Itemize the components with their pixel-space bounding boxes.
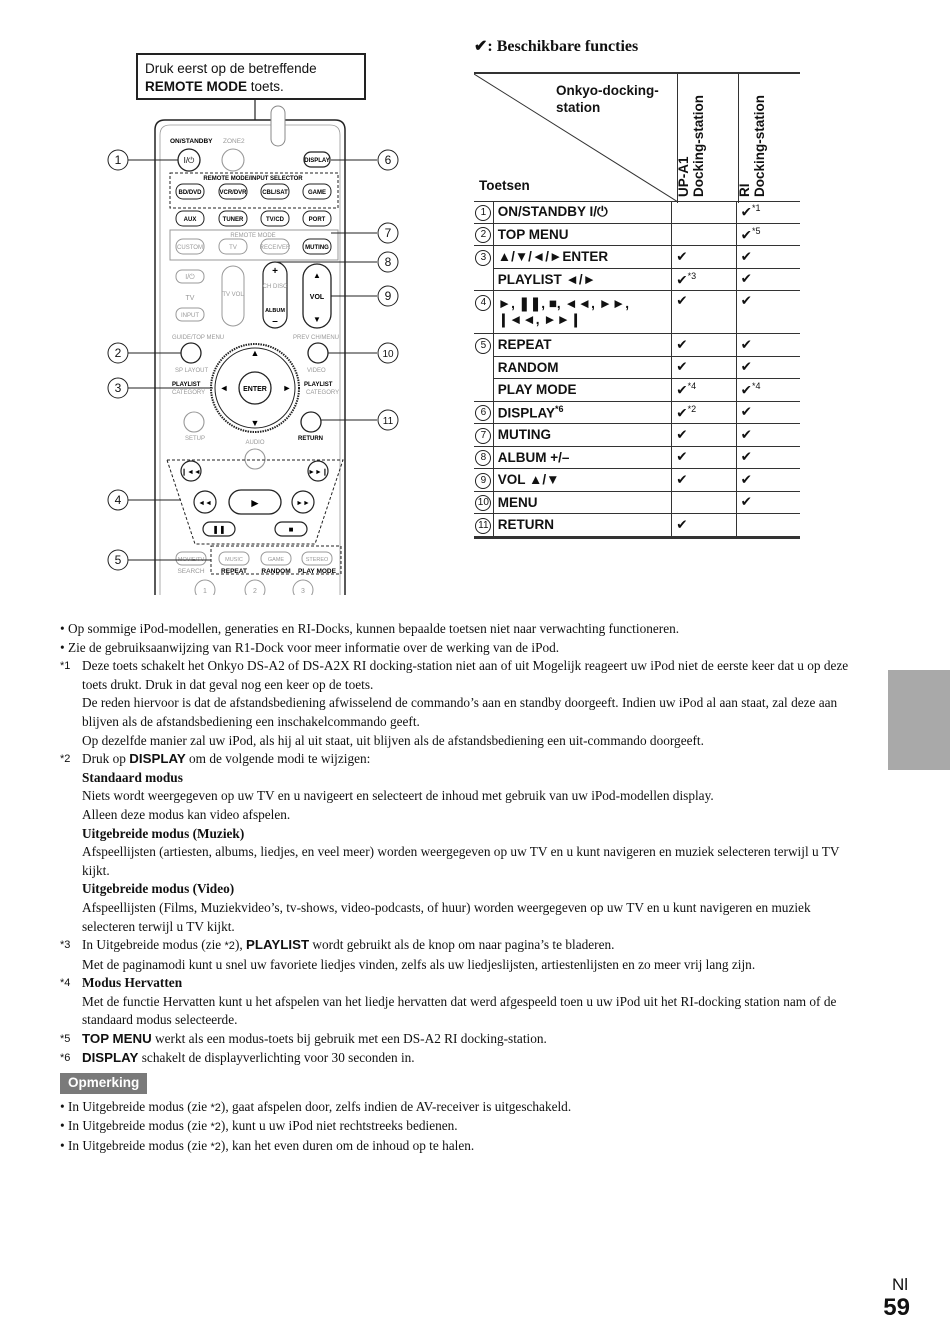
note-b2-text: Zie de gebruiksaanwijzing van R1-Dock voor meer informatie over de werking van de iPod. — [67, 639, 560, 655]
row-key — [493, 334, 672, 357]
row-key-text: ALBUM +/– — [497, 449, 570, 465]
footnote-5-bold: TOP MENU — [82, 1031, 152, 1047]
check-mark: ✔ — [676, 359, 688, 375]
remark-2: • In Uitgebreide modus (zie *2), kunt u uw iPod niet rechtstreeks bedienen. — [60, 1118, 458, 1134]
svg-text:▼: ▼ — [313, 315, 321, 324]
row-key-text: VOL ▲/▼ — [497, 472, 560, 488]
check-mark: ✔ — [676, 272, 688, 287]
row-key — [493, 223, 672, 246]
note-bullet-1: • Op sommige iPod-modellen, generaties en RI-Docks, kunnen bepaalde toetsen niet naar verwachting functioneren. — [60, 621, 680, 636]
row-col-upa1 — [672, 223, 736, 246]
check-mark: ✔ — [740, 494, 752, 510]
callout-rest: toets. — [247, 79, 284, 94]
header-col1 — [676, 95, 706, 197]
remote-row3-1: TV — [229, 245, 237, 251]
table-header — [474, 72, 800, 202]
side-tab — [888, 670, 950, 770]
footnote-4-text: Met de functie Hervatten kunt u het afspelen van het liedje hervatten dat werd afgespeeld toen u uw iPod uit het RI-docking station nam of de standaard modus selecteerde. — [82, 993, 837, 1028]
row-col-ri — [736, 379, 800, 402]
row-col-upa1 — [672, 514, 736, 537]
row-col-upa1 — [672, 401, 736, 424]
svg-text:▼: ▼ — [250, 418, 260, 428]
row-col-upa1 — [672, 491, 736, 514]
svg-text:►►❙: ►►❙ — [308, 469, 328, 476]
remark-2-ref: *2 — [210, 1121, 221, 1134]
remote-album-label: ALBUM — [265, 308, 285, 314]
remote-num-2: 2 — [253, 588, 257, 595]
row-key — [493, 246, 672, 269]
notes-section — [60, 620, 860, 1157]
row-key-text: REPEAT — [497, 337, 552, 353]
remote-return-label: RETURN — [298, 436, 323, 442]
remote-row2-3: PORT — [308, 217, 326, 223]
row-number — [474, 223, 493, 246]
check-sup: *5 — [751, 225, 761, 236]
footnote-2 — [60, 750, 860, 936]
row-number-circle: 11 — [475, 518, 491, 534]
remote-mode-callout — [136, 53, 366, 100]
menu-button — [308, 343, 328, 363]
check-mark: ✔ — [676, 426, 688, 442]
row-key-sup: *6 — [554, 404, 564, 414]
footnote-5-mark: *5 — [60, 1033, 71, 1046]
remote-bottom-0: MOVIE/TV — [177, 557, 205, 563]
check-mark: ✔ — [676, 471, 688, 487]
row-key-text: PLAYLIST ◄/► — [497, 271, 596, 287]
label-2-text: 2 — [114, 346, 122, 360]
check-sup: *4 — [687, 381, 697, 391]
check-mark: ✔ — [740, 248, 752, 264]
remote-zone2-label: ZONE2 — [223, 138, 245, 145]
page-number: 59 — [883, 1294, 910, 1321]
check-mark: ✔ — [740, 426, 752, 442]
header-col1-l2: Docking-station — [691, 94, 706, 197]
header-col2-l2: Docking-station — [752, 94, 767, 197]
svg-text:I/⏻: I/⏻ — [185, 274, 195, 281]
row-key — [493, 469, 672, 492]
remote-prev-ch-label: PREV CH/MENU — [293, 335, 340, 341]
footnote-1-mark: *1 — [60, 660, 71, 673]
svg-text:–: – — [272, 316, 278, 327]
footnote-6-mark: *6 — [60, 1051, 71, 1064]
callout-line1: Druk eerst op de betreffende — [145, 61, 317, 76]
row-number — [474, 514, 493, 537]
row-key-text: RANDOM — [497, 359, 559, 375]
row-key-text: ▲/▼/◄/►ENTER — [497, 249, 609, 265]
extended-video-text: Afspeellijsten (Films, Muziekvideo’s, tv-shows, video-podcasts, of huur) worden weergegeven op uw TV en u kunt navigeren en muziek selecteren terwijl u TV kijkt. — [82, 899, 811, 934]
row-col-upa1 — [672, 379, 736, 402]
footnote-6 — [60, 1049, 860, 1068]
remote-row2-1: TUNER — [222, 217, 244, 223]
footnote-1-l3: Op dezelfde manier zal uw iPod, als hij al uit staat, uit blijven als de afstandsbediening een uit-commando doorgeeft. — [82, 732, 704, 748]
remote-play-mode-label: PLAY MODE — [298, 568, 336, 575]
remote-row1-0: BD/DVD — [178, 190, 202, 196]
row-col-upa1 — [672, 334, 736, 357]
row-key-text: RETURN — [497, 517, 554, 533]
svg-text:►: ► — [249, 496, 261, 510]
check-sup: *2 — [687, 403, 697, 414]
remote-enter-label: ENTER — [243, 386, 267, 393]
row-key — [493, 424, 672, 447]
row-col-ri — [736, 446, 800, 469]
zone2-button — [222, 149, 244, 171]
label-7-text: 7 — [384, 226, 392, 240]
remote-row2-2: TV/CD — [266, 217, 284, 223]
header-col1-l1: UP-A1 — [676, 156, 691, 197]
remark-3-ref: *2 — [210, 1141, 221, 1154]
row-number-circle: 8 — [475, 450, 491, 466]
check-mark: ✔ — [676, 516, 688, 532]
remote-num-3: 3 — [301, 588, 305, 595]
row-key — [493, 268, 672, 291]
header-onkyo-l2: station — [556, 100, 601, 115]
svg-text:■: ■ — [288, 525, 294, 534]
row-number — [474, 446, 493, 469]
remote-on-standby-label: ON/STANDBY — [170, 138, 213, 145]
remote-video-label: VIDEO — [307, 368, 326, 374]
check-mark: ✔ — [740, 336, 752, 352]
row-key-text: MUTING — [497, 427, 551, 443]
page-language: Nl — [891, 1275, 908, 1294]
table-row — [474, 379, 800, 402]
footnote-3-mid: ), — [234, 937, 247, 953]
check-sup: *3 — [687, 270, 697, 281]
remote-control-illustration — [95, 100, 415, 595]
remark-3-post: ), kan het even duren om de inhoud op te halen. — [220, 1138, 475, 1154]
footnote-4-title: Modus Hervatten — [82, 975, 183, 991]
return-button — [301, 412, 321, 432]
remote-search-label: SEARCH — [177, 568, 205, 575]
remote-tv-vol-label: TV VOL — [222, 292, 244, 298]
svg-text:❙◄◄: ❙◄◄ — [181, 469, 201, 476]
check-mark: ✔ — [740, 293, 752, 308]
table-row — [474, 268, 800, 291]
table-row — [474, 356, 800, 379]
row-number-circle: 6 — [475, 405, 491, 421]
check-mark: ✔ — [740, 204, 752, 220]
table-row — [474, 223, 800, 246]
row-col-ri — [736, 291, 800, 334]
header-onkyo-l1: Onkyo-docking- — [556, 83, 659, 98]
table-title: ✔: Beschikbare functies — [474, 38, 639, 55]
row-col-upa1 — [672, 268, 736, 291]
row-number — [474, 201, 493, 223]
opmerking-badge: Opmerking — [60, 1073, 147, 1094]
row-col-ri — [736, 201, 800, 223]
footnote-1 — [60, 657, 860, 750]
callout-bold: REMOTE MODE — [145, 79, 248, 94]
row-number-circle: 3 — [475, 250, 491, 266]
footnote-6-post: schakelt de displayverlichting voor 30 seconden in. — [138, 1049, 415, 1065]
remote-audio-label: AUDIO — [245, 440, 265, 446]
remote-row1-1: VCR/DVR — [219, 190, 247, 196]
remote-ch-disc-label: CH DISC — [262, 284, 288, 290]
check-mark: ✔ — [740, 471, 752, 487]
table-row — [474, 446, 800, 469]
remote-selector-label: REMOTE MODE/INPUT SELECTOR — [203, 176, 303, 182]
svg-text:◄◄: ◄◄ — [198, 500, 212, 507]
remote-row1-2: CBL/SAT — [262, 190, 288, 196]
row-number — [474, 268, 493, 291]
svg-text:◄: ◄ — [219, 383, 229, 393]
remark-3: • In Uitgebreide modus (zie *2), kan het even duren om de inhoud op te halen. — [60, 1138, 475, 1154]
row-number-circle: 5 — [475, 338, 491, 354]
row-number — [474, 491, 493, 514]
remote-setup-label: SETUP — [185, 436, 206, 442]
check-mark: ✔ — [740, 404, 752, 420]
label-9-text: 9 — [384, 289, 392, 303]
row-col-upa1 — [672, 424, 736, 447]
row-key — [493, 446, 672, 469]
check-mark: ✔ — [676, 293, 688, 308]
extended-music-title: Uitgebreide modus (Muziek) — [82, 825, 245, 841]
remote-row3-0: CUSTOM — [177, 245, 203, 251]
check-mark: ✔ — [740, 271, 752, 287]
row-key-text: DISPLAY — [497, 405, 555, 421]
check-mark: ✔ — [676, 405, 688, 420]
row-col-ri — [736, 424, 800, 447]
remote-bottom-3: STEREO — [305, 557, 329, 563]
row-number-circle: 9 — [475, 473, 491, 489]
row-key — [493, 491, 672, 514]
remote-sp-layout-label: SP LAYOUT — [175, 368, 209, 374]
table-row — [474, 469, 800, 492]
remote-num-1: 1 — [203, 588, 207, 595]
table-row — [474, 246, 800, 269]
top-menu-button — [181, 343, 201, 363]
row-col-ri — [736, 223, 800, 246]
row-key-text: ►, ❚❚, ■, ◄◄, ►►, ❙◄◄, ►►❙ — [497, 296, 630, 327]
label-1-text: 1 — [114, 153, 122, 167]
row-col-ri — [736, 469, 800, 492]
footnote-5 — [60, 1030, 860, 1049]
remote-bottom-2: GAME — [267, 557, 285, 563]
row-number — [474, 401, 493, 424]
standard-mode-l2: Alleen deze modus kan video afspelen. — [82, 806, 291, 822]
table-row — [474, 291, 800, 334]
footnote-3-ref: *2 — [224, 940, 235, 953]
row-key — [493, 201, 672, 223]
remote-row3-2: RECEIVER — [259, 245, 291, 251]
remote-row2-0: AUX — [183, 217, 197, 223]
row-number-circle: 10 — [475, 495, 491, 511]
remote-category-right-label: CATEGORY — [306, 390, 340, 396]
extended-music-text: Afspeellijsten (artiesten, albums, liedjes, en veel meer) worden weergegeven op uw TV en u kunt navigeren en muziek selecteren terwijl u TV kijkt. — [82, 844, 840, 878]
label-11-text: 11 — [382, 416, 394, 427]
check-mark: ✔ — [740, 359, 752, 375]
row-number-circle: 1 — [475, 205, 491, 221]
extended-video-title: Uitgebreide modus (Video) — [82, 881, 235, 897]
check-mark: ✔ — [676, 449, 688, 465]
check-mark: ✔ — [676, 248, 688, 264]
standard-mode-title: Standaard modus — [82, 769, 183, 785]
row-col-upa1 — [672, 469, 736, 492]
remote-input-label: INPUT — [181, 313, 199, 319]
remark-1-post: ), gaat afspelen door, zelfs indien de AV-receiver is uitgeschakeld. — [220, 1098, 572, 1114]
row-key-text: MENU — [497, 494, 538, 510]
row-key-text: ON/STANDBY I/⏻ — [497, 203, 608, 219]
header-col2-l1: RI — [737, 183, 752, 197]
row-key — [493, 379, 672, 402]
label-5-text: 5 — [114, 553, 122, 567]
svg-text:▲: ▲ — [250, 348, 260, 358]
check-sup: *1 — [751, 203, 761, 213]
table-row — [474, 491, 800, 514]
svg-text:I/⏻: I/⏻ — [183, 156, 195, 165]
remote-row1-3: GAME — [308, 190, 326, 196]
row-key-text: PLAY MODE — [497, 382, 577, 398]
label-10-text: 10 — [382, 349, 394, 360]
row-col-ri — [736, 268, 800, 291]
row-col-ri — [736, 491, 800, 514]
remote-repeat-label: REPEAT — [221, 568, 247, 575]
row-key — [493, 401, 672, 424]
footnote-2-mark: *2 — [60, 753, 71, 766]
row-number — [474, 246, 493, 269]
svg-text:▲: ▲ — [313, 271, 321, 280]
row-col-ri — [736, 356, 800, 379]
row-number — [474, 379, 493, 402]
check-mark: ✔ — [740, 382, 752, 398]
remote-category-left-label: CATEGORY — [172, 390, 206, 396]
table-row — [474, 201, 800, 223]
row-number — [474, 291, 493, 334]
check-sup: *4 — [751, 381, 761, 391]
functions-table — [474, 201, 800, 539]
row-number — [474, 469, 493, 492]
footnote-3-post: wordt gebruikt als de knop om naar pagina’s te bladeren. — [309, 937, 615, 953]
remark-3-pre: In Uitgebreide modus (zie — [67, 1138, 211, 1154]
table-row — [474, 514, 800, 537]
standard-mode-l1: Niets wordt weergegeven op uw TV en u navigeert en selecteert de inhoud met gebruik van uw iPod-modellen display. — [82, 788, 714, 804]
row-col-ri — [736, 334, 800, 357]
footnote-3-bold: PLAYLIST — [246, 937, 310, 953]
remote-bottom-1: MUSIC — [225, 557, 243, 563]
check-mark: ✔ — [676, 382, 688, 398]
table-row — [474, 334, 800, 357]
svg-text:+: + — [272, 266, 278, 277]
row-col-ri — [736, 246, 800, 269]
svg-text:❚❚: ❚❚ — [212, 525, 226, 534]
row-key — [493, 291, 672, 334]
label-3-text: 3 — [114, 381, 122, 395]
footnote-3-l2: Met de paginamodi kunt u snel uw favoriete liedjes vinden, zelfs als uw liedjeslijsten, artiestenlijsten en zo meer vrij lang zijn. — [82, 956, 756, 972]
row-key — [493, 514, 672, 537]
remark-2-pre: In Uitgebreide modus (zie — [67, 1118, 211, 1134]
remote-tv-label: TV — [185, 295, 195, 302]
footnote-2-post: om de volgende modi te wijzigen: — [185, 751, 371, 767]
row-col-upa1 — [672, 201, 736, 223]
row-number — [474, 356, 493, 379]
note-bullet-2: • Zie de gebruiksaanwijzing van R1-Dock voor meer informatie over de werking van de iPod. — [60, 639, 560, 655]
remote-row3-3: MUTING — [305, 245, 329, 251]
footnote-5-post: werkt als een modus-toets bij gebruik met een DS-A2 RI docking-station. — [151, 1031, 547, 1047]
remote-vol-label: VOL — [309, 294, 325, 301]
table-row — [474, 401, 800, 424]
footnote-1-l2: De reden hiervoor is dat de afstandsbediening afwisselend de commando’s aan en standby doorgeeft. Indien uw iPod al aan staat, zal deze aan blijven als de afstandsbediening een inschakelcommando geeft. — [82, 695, 838, 729]
footnote-6-bold: DISPLAY — [82, 1049, 139, 1065]
remark-2-post: ), kunt u uw iPod niet rechtstreeks bedienen. — [220, 1118, 458, 1134]
footnote-2-pre: Druk op — [82, 751, 130, 767]
footnote-4 — [60, 974, 860, 1030]
row-number — [474, 334, 493, 357]
row-col-upa1 — [672, 446, 736, 469]
remote-display-label: DISPLAY — [304, 158, 330, 164]
header-onkyo — [556, 82, 659, 116]
remote-remote-mode-label: REMOTE MODE — [230, 233, 276, 239]
label-6-text: 6 — [384, 153, 392, 167]
row-number-circle: 2 — [475, 227, 491, 243]
remote-playlist-right-label: PLAYLIST — [304, 382, 333, 388]
check-mark: ✔ — [740, 449, 752, 465]
footnote-3-pre: In Uitgebreide modus (zie — [82, 937, 225, 953]
header-col2 — [737, 95, 767, 197]
note-b1-text: Op sommige iPod-modellen, generaties en RI-Docks, kunnen bepaalde toetsen niet naar verwachting functioneren. — [67, 621, 680, 636]
remark-1: • In Uitgebreide modus (zie *2), gaat afspelen door, zelfs indien de AV-receiver is uitgeschakeld. — [60, 1098, 572, 1114]
label-4-text: 4 — [114, 493, 122, 507]
remark-1-pre: In Uitgebreide modus (zie — [67, 1098, 211, 1114]
footnote-3-mark: *3 — [60, 939, 71, 952]
row-col-upa1 — [672, 291, 736, 334]
remote-guide-label: GUIDE/TOP MENU — [172, 335, 225, 341]
remote-playlist-left-label: PLAYLIST — [172, 382, 201, 388]
check-mark: ✔ — [676, 336, 688, 352]
footnote-4-mark: *4 — [60, 977, 71, 990]
footnote-1-l1: Deze toets schakelt het Onkyo DS-A2 of DS-A2X RI docking-station niet aan of uit Mogelijk reageert uw iPod niet de eerste keer dat u op deze toets drukt. Druk in dat geval nog een keer op de toets. — [82, 658, 849, 692]
row-col-upa1 — [672, 356, 736, 379]
table-row — [474, 424, 800, 447]
row-number-circle: 7 — [475, 428, 491, 444]
footnote-3 — [60, 936, 860, 974]
svg-text:►: ► — [282, 383, 292, 393]
svg-text:►►: ►► — [296, 500, 310, 507]
row-col-upa1 — [672, 246, 736, 269]
row-key-text: TOP MENU — [497, 226, 569, 242]
remote-random-label: RANDOM — [261, 568, 291, 575]
row-col-ri — [736, 401, 800, 424]
footnote-2-bold: DISPLAY — [129, 751, 186, 767]
row-number-circle: 4 — [475, 295, 491, 311]
row-col-ri — [736, 514, 800, 537]
check-mark: ✔ — [740, 227, 752, 242]
label-8-text: 8 — [384, 255, 392, 269]
row-key — [493, 356, 672, 379]
header-keys: Toetsen — [479, 178, 530, 193]
row-number — [474, 424, 493, 447]
remark-1-ref: *2 — [210, 1101, 221, 1114]
